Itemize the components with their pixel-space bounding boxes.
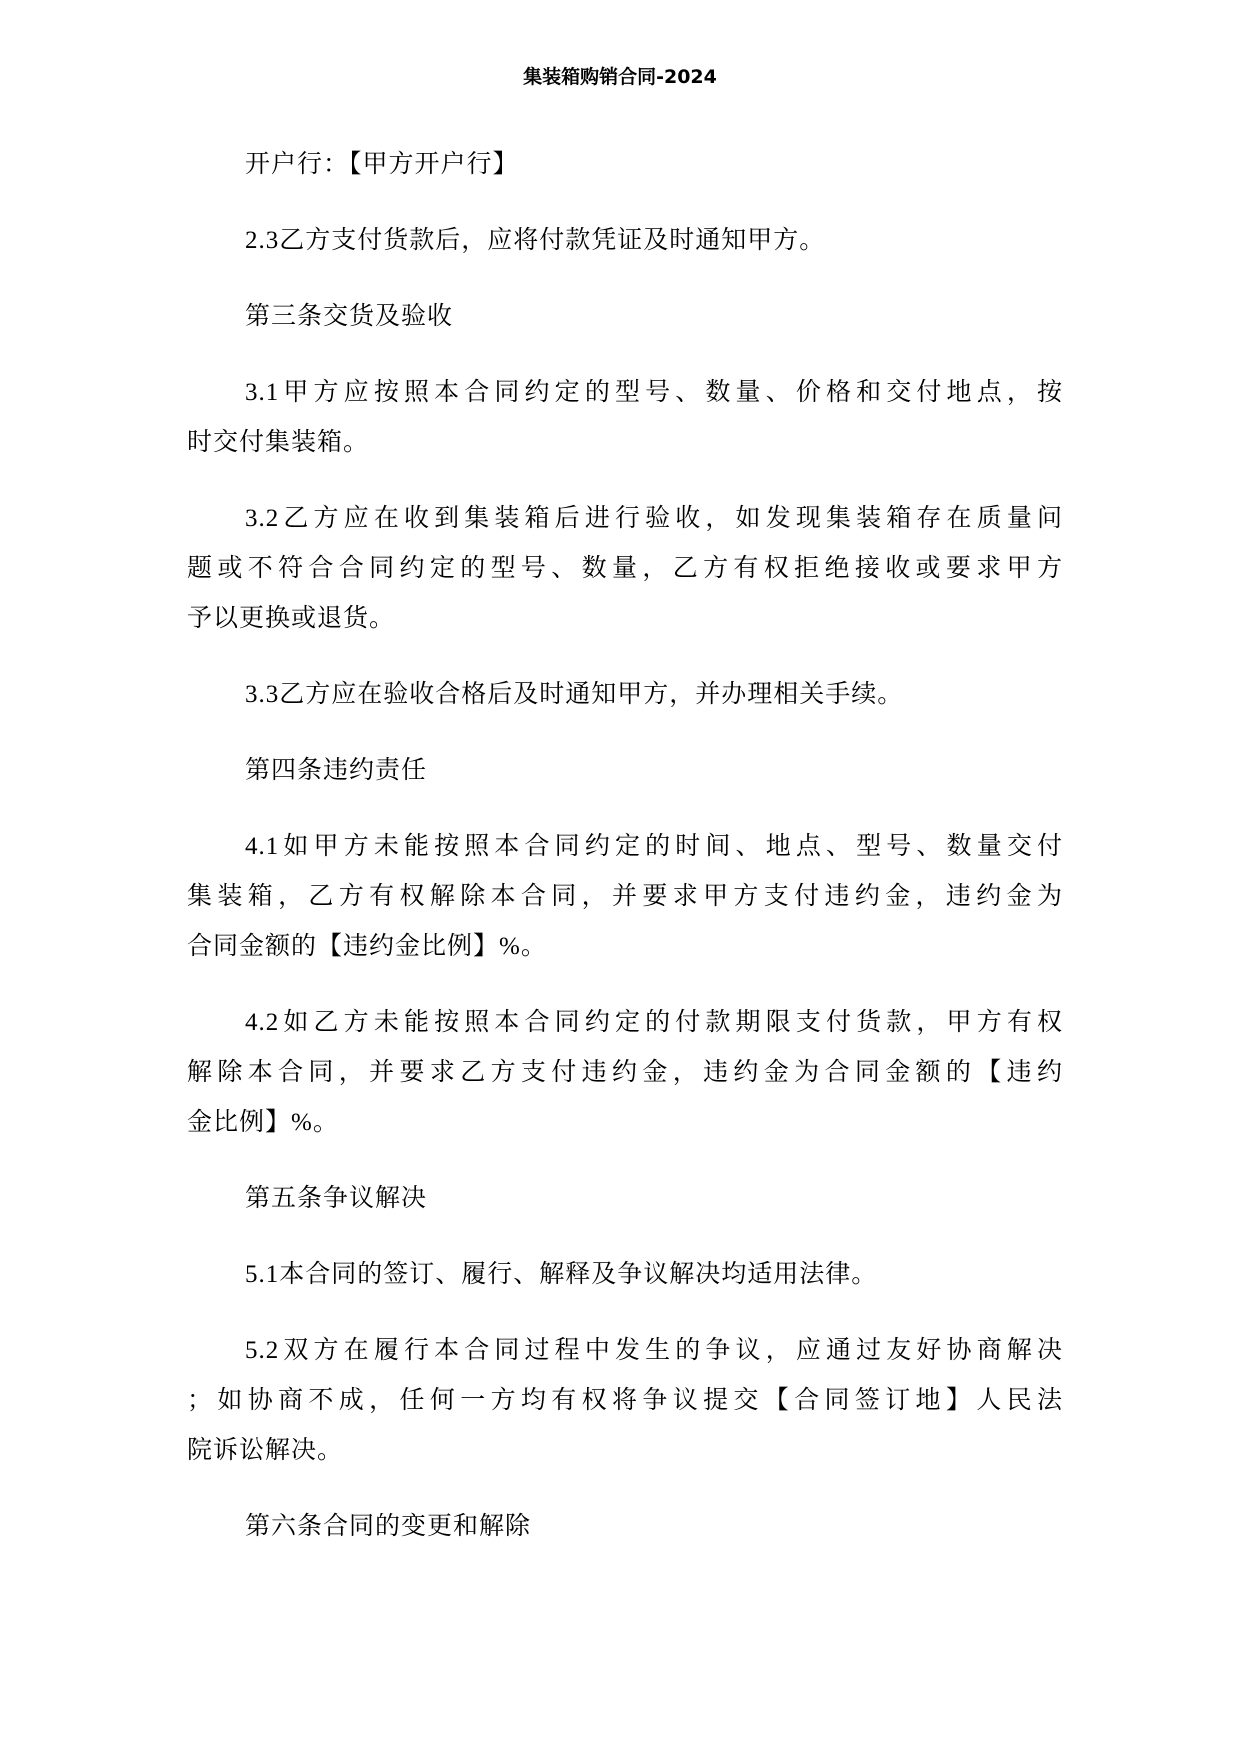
paragraph-bank-account (187, 140, 1063, 190)
heading-article-3 (187, 292, 1063, 342)
text-line: 3.1甲方应按照本合同约定的型号、数量、价格和交付地点，按 (245, 379, 1063, 406)
text-line: 4.2如乙方未能按照本合同约定的付款期限支付货款，甲方有权 (245, 1009, 1063, 1036)
text-line: 时交付集装箱。 (187, 429, 370, 456)
document-body (187, 140, 1063, 1552)
text-line: 金比例】%。 (187, 1109, 339, 1136)
paragraph-3-2 (187, 494, 1063, 644)
document-title: 集装箱购销合同-2024 (523, 66, 717, 88)
text-line: 5.1本合同的签订、履行、解释及争议解决均适用法律。 (245, 1261, 878, 1288)
text-line: 5.2双方在履行本合同过程中发生的争议，应通过友好协商解决 (245, 1337, 1063, 1364)
text-line: 合同金额的【违约金比例】%。 (187, 933, 547, 960)
paragraph-3-1 (187, 368, 1063, 468)
paragraph-3-3 (187, 670, 1063, 720)
paragraph-5-2 (187, 1326, 1063, 1476)
text-line: 第五条争议解决 (245, 1185, 428, 1212)
text-line: 题或不符合合同约定的型号、数量，乙方有权拒绝接收或要求甲方 (187, 555, 1063, 582)
text-line: 第四条违约责任 (245, 757, 428, 784)
text-line: 解除本合同，并要求乙方支付违约金，违约金为合同金额的【违约 (187, 1059, 1063, 1086)
text-line: 院诉讼解决。 (187, 1437, 344, 1464)
heading-article-6 (187, 1502, 1063, 1552)
text-line: 2.3乙方支付货款后，应将付款凭证及时通知甲方。 (245, 227, 826, 254)
paragraph-2-3 (187, 216, 1063, 266)
text-line: 3.2乙方应在收到集装箱后进行验收，如发现集装箱存在质量问 (245, 505, 1063, 532)
text-line: 第六条合同的变更和解除 (245, 1513, 532, 1540)
paragraph-4-1 (187, 822, 1063, 972)
text-line: 集装箱，乙方有权解除本合同，并要求甲方支付违约金，违约金为 (187, 883, 1063, 910)
text-line: 3.3乙方应在验收合格后及时通知甲方，并办理相关手续。 (245, 681, 904, 708)
heading-article-4 (187, 746, 1063, 796)
heading-article-5 (187, 1174, 1063, 1224)
text-line: 开户行：【甲方开户行】 (245, 151, 519, 178)
text-line: 4.1如甲方未能按照本合同约定的时间、地点、型号、数量交付 (245, 833, 1063, 860)
text-line: ；如协商不成，任何一方均有权将争议提交【合同签订地】人民法 (187, 1387, 1063, 1414)
paragraph-4-2 (187, 998, 1063, 1148)
text-line: 第三条交货及验收 (245, 303, 454, 330)
text-line: 予以更换或退货。 (187, 605, 396, 632)
paragraph-5-1 (187, 1250, 1063, 1300)
